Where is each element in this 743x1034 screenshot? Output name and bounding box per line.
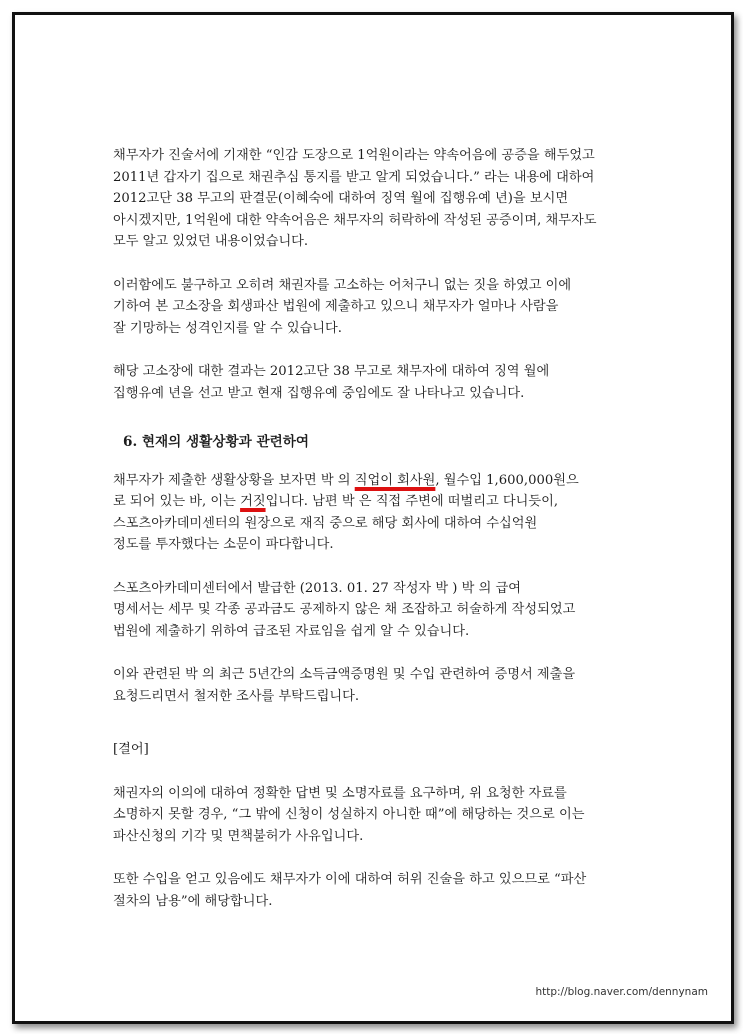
- text-line: 이와 관련된 박 의 최근 5년간의 소득금액증명원 및 수입 관련하여 증명서 제출을: [113, 667, 576, 682]
- paragraph: [113, 470, 671, 556]
- section-heading: 6. 현재의 생활상황과 관련하여: [123, 434, 309, 450]
- paragraph: [113, 869, 671, 912]
- text-line: 모두 알고 있었던 내용이었습니다.: [113, 234, 309, 249]
- text-line: [113, 470, 671, 492]
- text-line: 아시겠지만, 1억원에 대한 약속어음은 채무자의 허락하에 작성된 공증이며, 채무자도: [113, 212, 597, 228]
- text-run: 로 되어 있는 바, 이는: [113, 494, 241, 509]
- section-conclusion: [113, 783, 671, 913]
- text-line: 정도를 투자했다는 소문이 파다합니다.: [113, 537, 334, 552]
- text-run: , 월수입 1,600,000원으: [435, 472, 579, 488]
- text-run: 채무자가 제출한 생활상황을 보자면 박 의: [113, 472, 355, 488]
- text-line: 법원에 제출하기 위하여 급조된 자료임을 쉽게 알 수 있습니다.: [113, 623, 470, 639]
- text-line: 파산신청의 기각 및 면책불허가 사유입니다.: [113, 828, 364, 844]
- text-line: 잘 기망하는 성격인지를 알 수 있습니다.: [113, 320, 342, 336]
- text-line: 채권자의 이의에 대하여 정확한 답변 및 소명자료를 요구하며, 위 요청한 자료를: [113, 785, 567, 801]
- text-line: 스포츠아카데미센터의 원장으로 재직 중으로 해당 회사에 대하여 수십억원: [113, 515, 538, 531]
- underlined-text: 직업이 회사원: [354, 472, 436, 488]
- paragraph: [113, 664, 671, 707]
- text-line: [113, 491, 671, 513]
- text-line: 해당 고소장에 대한 결과는 2012고단 38 무고로 채무자에 대하여 징역 월에: [113, 364, 550, 379]
- section-living-status: [113, 470, 671, 708]
- blog-watermark: http://blog.naver.com/dennynam: [532, 985, 711, 999]
- document-body: [113, 145, 671, 934]
- text-line: 이러함에도 불구하고 오히려 채권자를 고소하는 어처구니 없는 짓을 하였고 이에: [113, 277, 572, 293]
- text-line: 집행유예 년을 선고 받고 현재 집행유예 중임에도 잘 나타나고 있습니다.: [113, 385, 525, 401]
- text-line: 또한 수입을 얻고 있음에도 채무자가 이에 대하여 허위 진술을 하고 있으므로 “파산: [113, 872, 587, 887]
- text-line: 소명하지 못할 경우, “그 밖에 신청이 성실하지 아니한 때”에 해당하는 것으로 이는: [113, 807, 585, 822]
- paragraph: [113, 145, 671, 253]
- text-line: 명세서는 세무 및 각종 공과금도 공제하지 않은 채 조잡하고 허술하게 작성되었고: [113, 602, 576, 617]
- paragraph: [113, 361, 671, 404]
- text-line: 스포츠아카데미센터에서 발급한 (2013. 01. 27 작성자 박 ) 박 의 급여: [113, 580, 521, 596]
- conclusion-label: [결어]: [113, 742, 149, 757]
- text-line: 기하여 본 고소장을 회생파산 법원에 제출하고 있으니 채무자가 얼마나 사람을: [113, 299, 559, 314]
- text-line: 채무자가 진술서에 기재한 “인감 도장으로 1억원이라는 약속어음에 공증을 해두었고: [113, 148, 595, 163]
- text-line: 절차의 남용”에 해당합니다.: [113, 893, 273, 909]
- text-line: 요청드리면서 철저한 조사를 부탁드립니다.: [113, 688, 360, 704]
- paragraph: [113, 275, 671, 340]
- text-line: 2011년 갑자기 집으로 채권추심 통지를 받고 알게 되었습니다.” 라는 내용에 대하여: [113, 169, 595, 185]
- underlined-text: 거짓: [240, 494, 266, 509]
- document-frame: [12, 12, 734, 1024]
- text-run: 입니다. 남편 박 은 직접 주변에 떠벌리고 다니듯이,: [265, 494, 559, 509]
- text-line: 2012고단 38 무고의 판결문(이혜숙에 대하여 징역 월에 집행유예 년)을 보시면: [113, 191, 569, 206]
- paragraph: [113, 783, 671, 848]
- paragraph: [113, 578, 671, 643]
- section-intro: [113, 145, 671, 404]
